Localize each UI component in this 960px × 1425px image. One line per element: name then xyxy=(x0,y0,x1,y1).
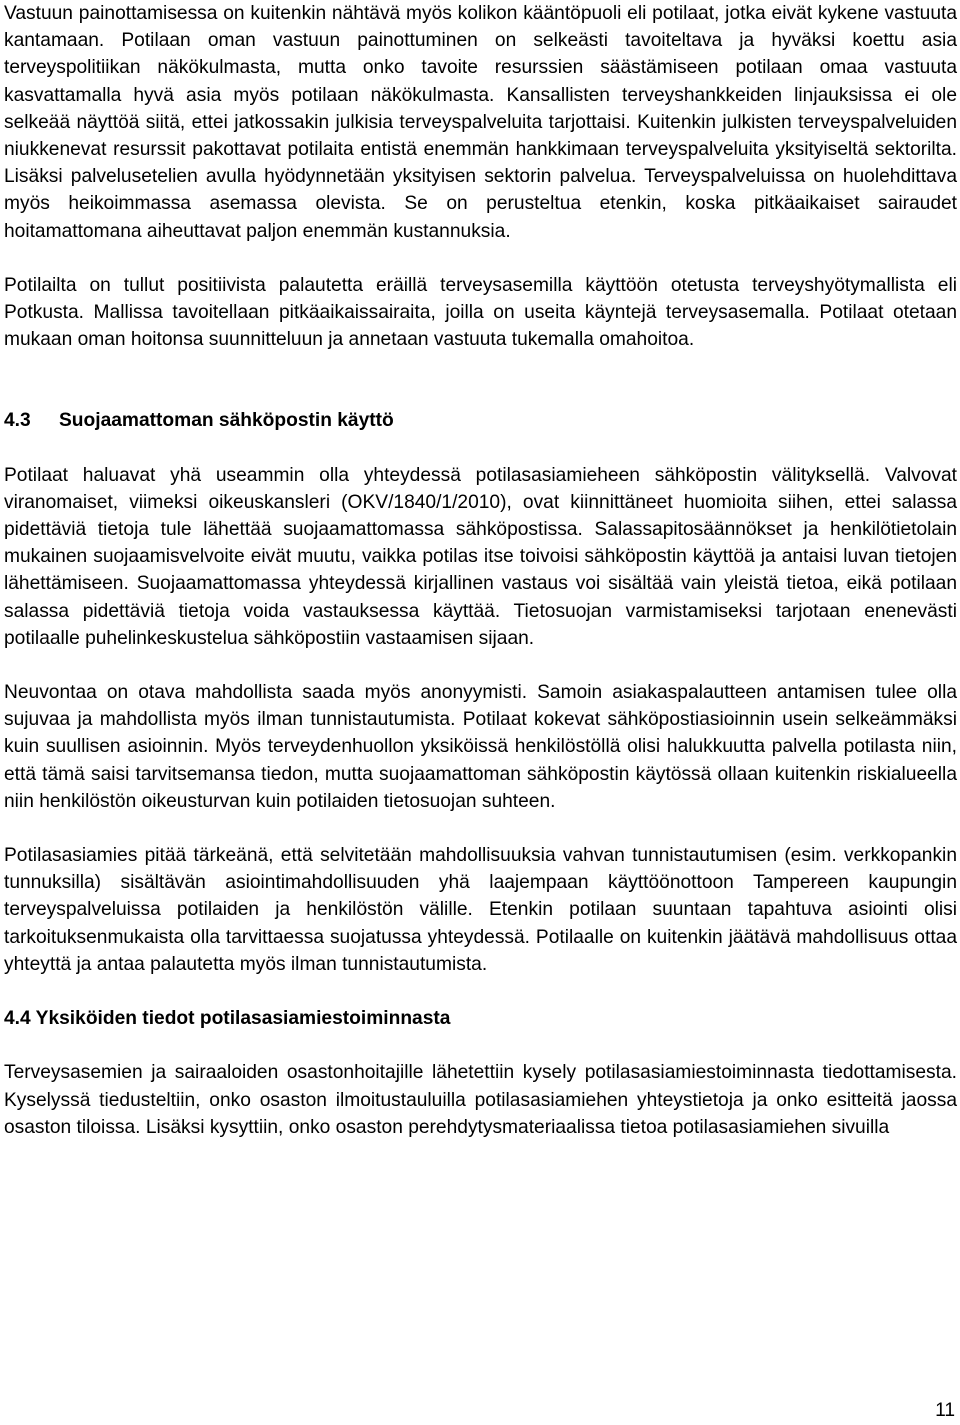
paragraph: Potilasasiamies pitää tärkeänä, että selvitetään mahdollisuuksia vahvan tunnistautumisen (esim. verkkopankin tunnuksilla) sisältävän asiointimahdollisuuden yhä laajempaan käyttöönottoon Tampereen kaupungin terveyspalveluissa potilaiden ja henkilöstön välille. Etenkin potilaan suuntaan tapahtuva asiointi olisi tarkoituksenmukaista olla tarvittaessa suojatussa yhteydessä. Potilaalle on kuitenkin jäätävä mahdollisuus ottaa yhteyttä ja antaa palautetta myös ilman tunnistautumista. xyxy=(4,845,957,975)
paragraph-gap xyxy=(4,815,957,842)
paragraph-gap xyxy=(4,380,957,407)
paragraph: Potilaat haluavat yhä useammin olla yhteydessä potilasasiamieheen sähköpostin välityksellä. Valvovat viranomaiset, viimeksi oikeuskansleri (OKV/1840/1/2010), ovat kiinnittäneet huomioita siihen, ettei salassa pidettäviä tietoja tule lähettää suojaamattomassa sähköpostissa. Salassapitosäännökset ja henkilötietolain mukainen suojaamisvelvoite eivät muutu, vaikka potilas itse toivoisi sähköpostin käyttöä ja antaisi luvan tietojen lähettämiseen. Suojaamattomassa yhteydessä kirjallinen vastaus voi sisältää vain yleistä tietoa, eikä potilaan salassa pidettäviä tietoja voida vastauksessa käyttää. Tietosuojan varmistamiseksi tarjotaan enenevästi potilaalle puhelinkeskustelua sähköpostiin vastaamisen sijaan. xyxy=(4,464,957,649)
paragraph: Potilailta on tullut positiivista palautetta eräillä terveysasemilla käyttöön otetusta terveyshyötymallista eli Potkusta. Mallissa tavoitellaan pitkäaikaissairaita, joilla on useita käyntejä terveysasemalla. Potilaat otetaan mukaan oman hoitonsa suunnitteluun ja annetaan vastuuta tukemalla omahoitoa. xyxy=(4,274,957,351)
page-number: 11 xyxy=(935,1400,955,1421)
section-number: 4.3 xyxy=(4,410,31,432)
paragraph-gap xyxy=(4,1032,957,1059)
paragraph-gap xyxy=(4,353,957,380)
paragraph-gap xyxy=(4,245,957,272)
section-heading-4-3 xyxy=(4,407,957,434)
section-heading-4-4 xyxy=(4,1005,957,1032)
paragraph-gap xyxy=(4,652,957,679)
section-title: Suojaamattoman sähköpostin käyttö xyxy=(59,410,394,432)
paragraph-gap xyxy=(4,435,957,462)
section-number: 4.4 xyxy=(4,1008,31,1030)
document-page xyxy=(4,0,957,1141)
paragraph-gap xyxy=(4,978,957,1005)
section-title: Yksiköiden tiedot potilasasiamiestoiminnasta xyxy=(35,1008,451,1030)
paragraph: Terveysasemien ja sairaaloiden osastonhoitajille lähetettiin kysely potilasasiamiestoiminnasta tiedottamisesta. Kyselyssä tiedusteltiin, onko osaston ilmoitustauluilla potilasasiamiehen yhteystietoja ja onko esitteitä jaossa osaston tiloissa. Lisäksi kysyttiin, onko osaston perehdytysmateriaalissa tietoa potilasasiamiehen sivuilla xyxy=(4,1062,957,1138)
paragraph: Vastuun painottamisessa on kuitenkin nähtävä myös kolikon kääntöpuoli eli potilaat, jotka eivät kykene vastuuta kantamaan. Potilaan oman vastuun painottuminen on selkeästi tavoiteltava ja hyväksi koettu asia terveyspolitiikan näkökulmasta, mutta onko tavoite resurssien säästämiseen potilaan omaa vastuuta kasvattamalla hyvä asia myös potilaan näkökulmasta. Kansallisten terveyshankkeiden linjauksissa ei ole selkeää näyttöä siitä, ettei jatkossakin julkisia terveyspalveluita tarjottaisi. Kuitenkin julkisten terveyspalveluiden niukkenevat resurssit pakottavat potilaita entistä enemmän hankkimaan terveyspalveluita yksityiseltä sektorilta. Lisäksi palvelusetelien avulla hyödynnetään yksityisen sektorin palvelua. Terveyspalveluissa on huolehdittava myös heikoimmassa asemassa olevista. Se on perusteltua etenkin, koska pitkäaikaiset sairaudet hoitamattomana aiheuttavat paljon enemmän kustannuksia. xyxy=(4,3,957,242)
paragraph: Neuvontaa on otava mahdollista saada myös anonyymisti. Samoin asiakaspalautteen antamisen tulee olla sujuvaa ja mahdollista myös ilman tunnistautumista. Potilaat kokevat sähköpostiasioinnin usein selkeämmäksi kuin suullisen asioinnin. Myös terveydenhuollon yksiköissä henkilöstöllä olisi halukkuutta palvella potilasta niin, että tämä saisi tarvitsemansa tiedon, mutta suojaamattoman sähköpostin käytössä ollaan kuitenkin riskialueella niin henkilöstön oikeusturvan kuin potilaiden tietosuojan suhteen. xyxy=(4,682,957,812)
